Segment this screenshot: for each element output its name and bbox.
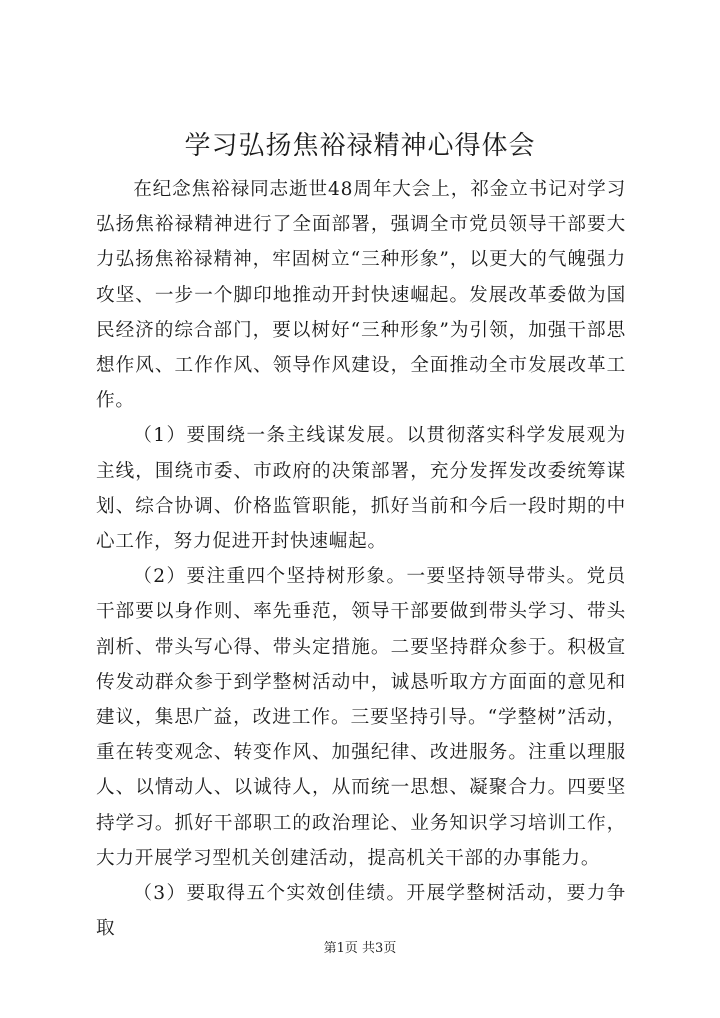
page-number: 第1页 共3页	[323, 941, 397, 956]
paragraph-point-1: （1）要围绕一条主线谋发展。以贯彻落实科学发展观为主线，围绕市委、市政府的决策部署，充分发挥发改委统筹谋划、综合协调、价格监管职能，抓好当前和今后一段时期的中心工作，努力促进开封快速崛起。	[96, 425, 626, 553]
paragraph-point-2: （2）要注重四个坚持树形象。一要坚持领导带头。党员干部要以身作则、率先垂范，领导干部要做到带头学习、带头剖析、带头写心得、带头定措施。二要坚持群众参于。积极宣传发动群众参于到学整树活动中，诚恳听取方方面面的意见和建议，集思广益，改进工作。三要坚持引导。“学整树”活动，重在转变观念、转变作风、加强纪律、改进服务。注重以理服人、以情动人、以诚待人，从而统一思想、凝聚合力。四要坚持学习。抓好干部职工的政治理论、业务知识学习培训工作，大力开展学习型机关创建活动，提高机关干部的办事能力。	[96, 566, 626, 869]
page-footer	[0, 940, 720, 958]
paragraph-intro: 在纪念焦裕禄同志逝世48周年大会上，祁金立书记对学习弘扬焦裕禄精神进行了全面部署，强调全市党员领导干部要大力弘扬焦裕禄精神，牢固树立“三种形象”，以更大的气魄强力攻坚、一步一个脚印地推动开封快速崛起。发展改革委做为国民经济的综合部门，要以树好“三种形象”为引领，加强干部思想作风、工作作风、领导作风建设，全面推动全市发展改革工作。	[96, 179, 626, 412]
document-body	[96, 172, 626, 946]
paragraph-point-3: （3）要取得五个实效创佳绩。开展学整树活动，要力争取	[96, 883, 626, 940]
document-title: 学习弘扬焦裕禄精神心得体会	[184, 131, 536, 161]
